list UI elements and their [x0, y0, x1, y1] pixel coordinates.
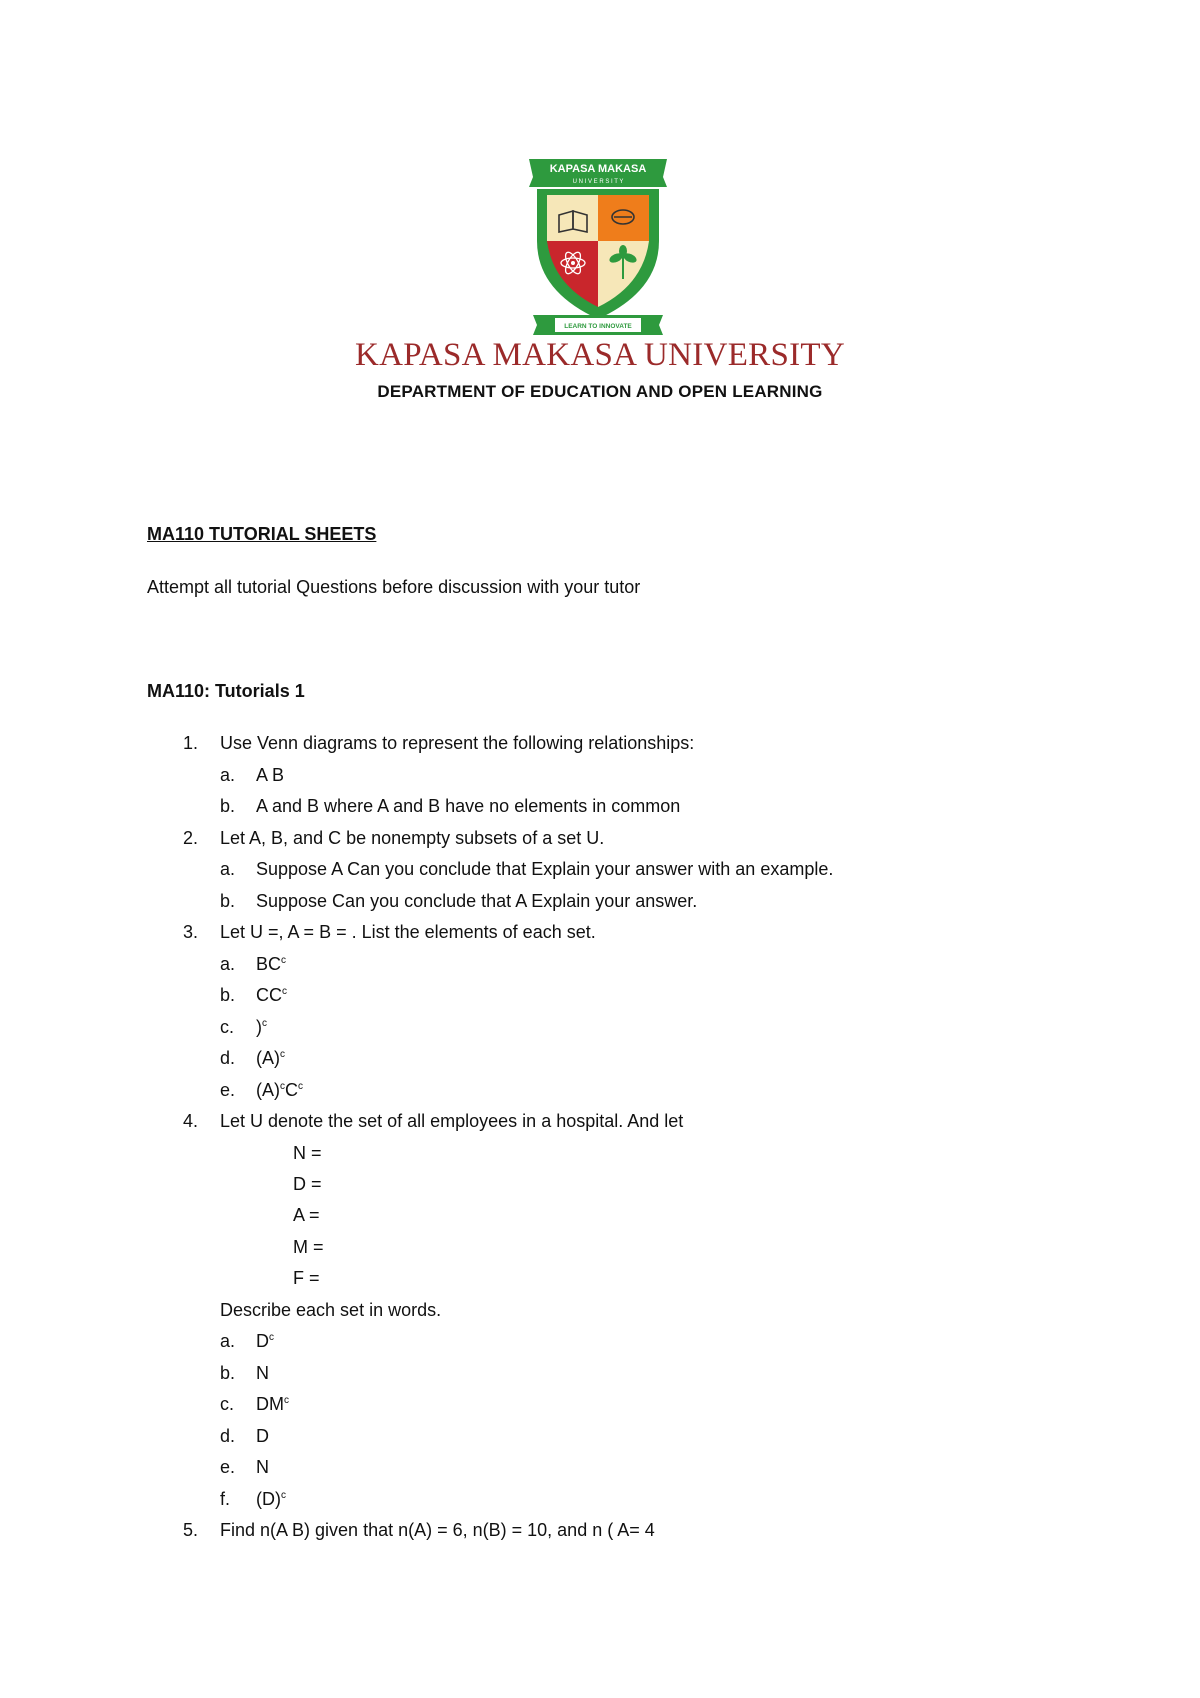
q4f-expr: $(D)^c$: [256, 1489, 286, 1509]
q3d-label: d.: [220, 1048, 236, 1068]
q3-text: Let U =, A = B = . List the elements of each set.: [220, 922, 596, 942]
q2b-label: b.: [220, 891, 236, 911]
q3b-label: b.: [220, 985, 236, 1005]
q1-text: Use Venn diagrams to represent the following relationships:: [220, 733, 695, 753]
document-title: MA110 TUTORIAL SHEETS: [147, 524, 377, 544]
q4-def-m: M =: [293, 1237, 324, 1257]
q1b-label: b.: [220, 796, 236, 816]
q2a-text: Suppose A Can you conclude that Explain your answer with an example.: [256, 859, 834, 879]
q1a-label: a.: [220, 765, 236, 785]
q4-def-f: F =: [293, 1268, 320, 1288]
q4-def-a: A =: [293, 1205, 320, 1225]
q4a-label: a.: [220, 1331, 236, 1351]
q1-number: 1.: [183, 733, 199, 753]
q1b-text: A and B where A and B have no elements in common: [256, 796, 681, 816]
q4d-label: d.: [220, 1426, 236, 1446]
q3a-expr: $BC^c$: [256, 954, 287, 974]
crest-motto: LEARN TO INNOVATE: [564, 323, 632, 330]
q3d-expr: $(A)^c$: [256, 1048, 285, 1068]
q3b-expr: $CC^c$: [256, 985, 287, 1005]
q4e-label: e.: [220, 1457, 236, 1477]
q4a-expr: $D^c$: [256, 1331, 274, 1351]
section-heading: MA110: Tutorials 1: [147, 681, 305, 701]
q1a-text: A B: [256, 765, 285, 785]
q2-number: 2.: [183, 828, 199, 848]
q5-number: 5.: [183, 1520, 199, 1540]
q4c-label: c.: [220, 1394, 235, 1414]
q4-def-d: D =: [293, 1174, 322, 1194]
department-name: DEPARTMENT OF EDUCATION AND OPEN LEARNING: [377, 382, 823, 401]
q4f-label: f.: [220, 1489, 231, 1509]
crest-sub-text: U N I V E R S I T Y: [572, 179, 624, 185]
q4d-expr: D: [256, 1426, 269, 1446]
q4-describe: Describe each set in words.: [220, 1300, 442, 1320]
crest-banner-text: KAPASA MAKASA: [549, 163, 647, 175]
q3e-expr: $(A)^cC^c$: [256, 1080, 303, 1100]
university-crest-logo: [523, 155, 673, 335]
q4-def-n: N =: [293, 1143, 322, 1163]
q2a-label: a.: [220, 859, 236, 879]
q3-number: 3.: [183, 922, 199, 942]
q2-text: Let A, B, and C be nonempty subsets of a set U.: [220, 828, 605, 848]
university-name: KAPASA MAKASA UNIVERSITY: [354, 337, 846, 373]
q4-text: Let U denote the set of all employees in a hospital. And let: [220, 1111, 684, 1131]
q3c-label: c.: [220, 1017, 235, 1037]
q4c-expr: $DM^c$: [256, 1394, 289, 1414]
q4b-expr: N: [256, 1363, 269, 1383]
q5-text: Find n(A B) given that n(A) = 6, n(B) = 10, and n ( A= 4: [220, 1520, 655, 1540]
instruction-text: Attempt all tutorial Questions before discussion with your tutor: [147, 577, 641, 597]
q2b-text: Suppose Can you conclude that A Explain your answer.: [256, 891, 698, 911]
q3a-label: a.: [220, 954, 236, 974]
q3c-expr: )$^c$: [256, 1017, 267, 1037]
q4b-label: b.: [220, 1363, 236, 1383]
q3e-label: e.: [220, 1080, 236, 1100]
q4-number: 4.: [183, 1111, 199, 1131]
q4e-expr: N: [256, 1457, 269, 1477]
